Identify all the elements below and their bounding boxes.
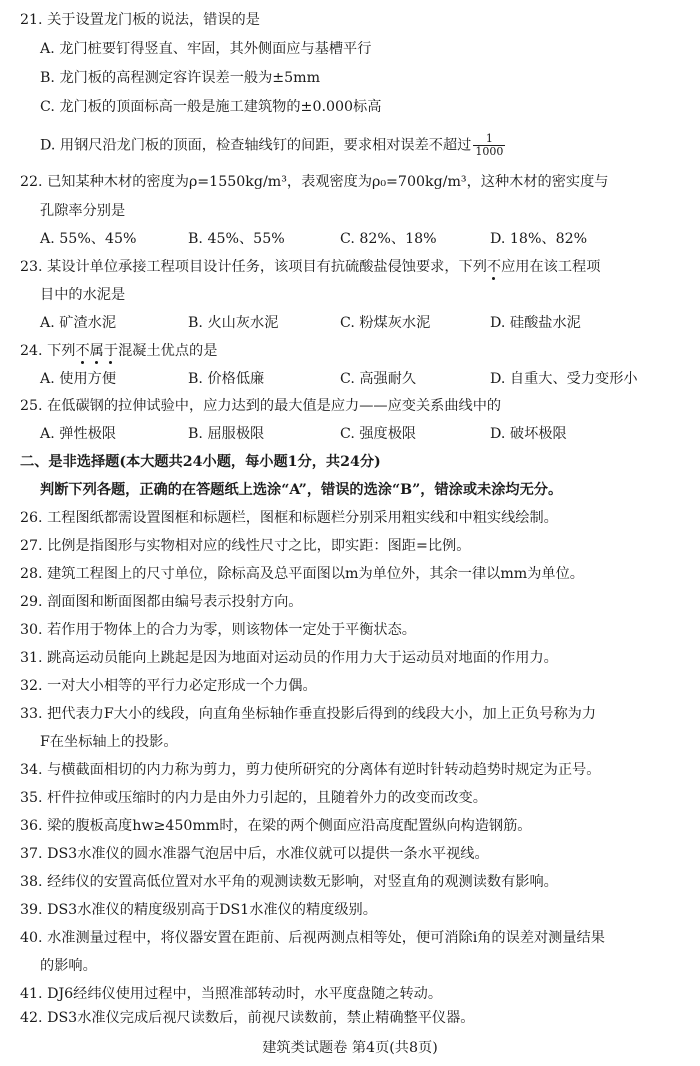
question-34: 34. 与横截面相切的内力称为剪力，剪力使所研究的分离体有逆时针转动趋势时规定为正号。 <box>20 762 601 778</box>
question-21-stem: 21. 关于设置龙门板的说法，错误的是 <box>20 12 260 28</box>
question-32: 32. 一对大小相等的平行力必定形成一个力偶。 <box>20 678 317 694</box>
question-35: 35. 杆件拉伸或压缩时的内力是由外力引起的，且随着外力的改变而改变。 <box>20 790 487 806</box>
question-21-option-c: C. 龙门板的顶面标高一般是施工建筑物的±0.000标高 <box>40 99 382 115</box>
question-33-cont: F在坐标轴上的投影。 <box>40 734 178 750</box>
question-22-option-a: A. 55%、45% <box>40 231 137 247</box>
question-36: 36. 梁的腹板高度hw≥450mm时，在梁的两个侧面应沿高度配置纵向构造钢筋。 <box>20 818 532 834</box>
question-40: 40. 水准测量过程中，将仪器安置在距前、后视两测点相等处，便可消除i角的误差对测量结果 <box>20 930 605 946</box>
question-24-stem <box>20 341 217 361</box>
question-21-option-d-text: D. 用钢尺沿龙门板的顶面，检查轴线钉的间距，要求相对误差不超过 <box>40 137 472 154</box>
question-22-stem-cont: 孔隙率分别是 <box>40 203 126 219</box>
question-23-stem-char: 应 <box>501 259 516 275</box>
question-23-option-b: B. 火山灰水泥 <box>188 315 279 331</box>
question-24-stem-text: 24. 下列 <box>20 343 76 359</box>
question-24-option-c: C. 高强耐久 <box>340 371 417 387</box>
question-33: 33. 把代表力F大小的线段，向直角坐标轴作垂直投影后得到的线段大小，加上正负号称为力 <box>20 706 597 722</box>
question-25-stem: 25. 在低碳钢的拉伸试验中，应力达到的最大值是应力——应变关系曲线中的 <box>20 398 502 414</box>
emphasis-char: 不 <box>486 259 502 275</box>
emphasis-char: 于 <box>103 343 119 359</box>
question-24-option-b: B. 价格低廉 <box>188 371 265 387</box>
question-22-option-b: B. 45%、55% <box>188 231 285 247</box>
question-25-option-c: C. 强度极限 <box>340 426 417 442</box>
question-23-stem-text: 23. 某设计单位承接工程项目设计任务，该项目有抗硫酸盐侵蚀要求，下列 <box>20 259 487 275</box>
question-39: 39. DS3水准仪的精度级别高于DS1水准仪的精度级别。 <box>20 902 377 918</box>
emphasis-char: 不 <box>75 343 90 359</box>
question-42: 42. DS3水准仪完成后视尺读数后，前视尺读数前，禁止精确整平仪器。 <box>20 1010 475 1026</box>
question-21-option-d <box>40 133 505 158</box>
question-23-stem-cont: 目中的水泥是 <box>40 287 126 303</box>
fraction-denominator: 1000 <box>475 145 504 158</box>
section-instruction: 判断下列各题，正确的在答题纸上选涂“A”，错误的选涂“B”，错涂或未涂均无分。 <box>40 482 563 498</box>
question-29: 29. 剖面图和断面图都由编号表示投射方向。 <box>20 594 303 610</box>
question-21-option-b: B. 龙门板的高程测定容许误差一般为±5mm <box>40 70 321 86</box>
question-23-stem <box>20 257 600 277</box>
fraction-numerator: 1 <box>473 133 505 146</box>
question-24-stem-tail: 混凝土优点的是 <box>118 343 218 359</box>
question-31: 31. 跳高运动员能向上跳起是因为地面对运动员的作用力大于运动员对地面的作用力。 <box>20 650 558 666</box>
question-26: 26. 工程图纸都需设置图框和标题栏，图框和标题栏分别采用粗实线和中粗实线绘制。 <box>20 510 558 526</box>
question-25-option-a: A. 弹性极限 <box>40 426 117 442</box>
question-23-option-d: D. 硅酸盐水泥 <box>490 315 581 331</box>
question-27: 27. 比例是指图形与实物相对应的线性尺寸之比，即实距：图距=比例。 <box>20 538 471 554</box>
question-24-option-d: D. 自重大、受力变形小 <box>490 371 638 387</box>
question-40-cont: 的影响。 <box>40 958 97 974</box>
section-title: 二、是非选择题(本大题共24小题，每小题1分，共24分) <box>20 454 381 470</box>
fraction <box>473 133 505 158</box>
question-30: 30. 若作用于物体上的合力为零，则该物体一定处于平衡状态。 <box>20 622 416 638</box>
question-23-option-a: A. 矿渣水泥 <box>40 315 117 331</box>
question-41: 41. DJ6经纬仪使用过程中，当照准部转动时，水平度盘随之转动。 <box>20 986 443 1002</box>
question-23-stem-tail: 用在该工程项 <box>515 259 601 275</box>
question-38: 38. 经纬仪的安置高低位置对水平角的观测读数无影响，对竖直角的观测读数有影响。 <box>20 874 558 890</box>
question-21-option-a: A. 龙门桩要钉得竖直、牢固，其外侧面应与基槽平行 <box>40 41 372 57</box>
question-23-option-c: C. 粉煤灰水泥 <box>340 315 431 331</box>
question-25-option-d: D. 破坏极限 <box>490 426 567 442</box>
question-22-stem: 22. 已知某种木材的密度为ρ=1550kg/m³，表观密度为ρ₀=700kg/m³，这种木材的密实度与 <box>20 174 609 190</box>
question-37: 37. DS3水准仪的圆水准器气泡居中后，水准仪就可以提供一条水平视线。 <box>20 846 489 862</box>
page-footer: 建筑类试题卷 第4页(共8页) <box>262 1040 438 1056</box>
emphasis-char: 属 <box>89 343 104 359</box>
question-22-option-d: D. 18%、82% <box>490 231 588 247</box>
question-28: 28. 建筑工程图上的尺寸单位，除标高及总平面图以m为单位外，其余一律以mm为单位。 <box>20 566 584 582</box>
question-22-option-c: C. 82%、18% <box>340 231 437 247</box>
question-25-option-b: B. 屈服极限 <box>188 426 265 442</box>
question-24-option-a: A. 使用方便 <box>40 371 117 387</box>
